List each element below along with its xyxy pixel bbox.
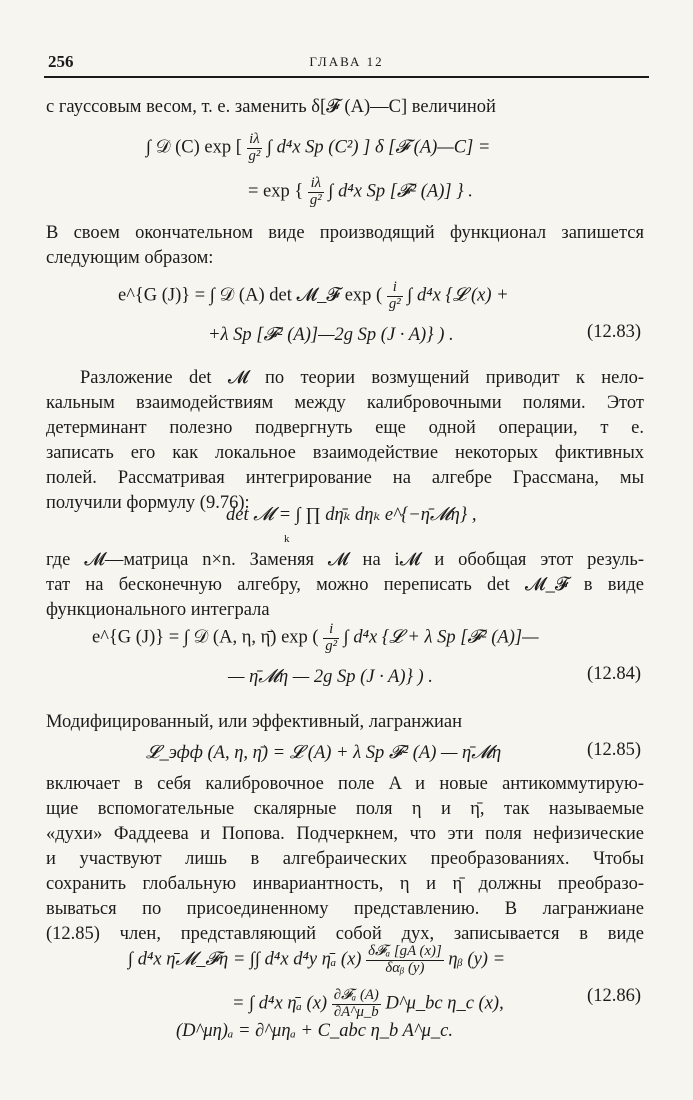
text-line: с гауссовым весом, т. е. заменить δ[𝓕 (A)—C] величиной xyxy=(46,97,496,117)
fraction: $\frac{\text{∂𝓕ₐ (A)}}{\partial A\^{}\mu\_b}$ xyxy=(333,987,379,1020)
text-line: Модифицированный, или эффективный, лагранжиан xyxy=(46,712,462,732)
equation-12-86-line1: ∫ d⁴x η̄𝓜_𝓕η = ∫∫ d⁴x d⁴y η̄ₐ (x) $\frac{\text{δ𝓕ₐ [gA (x)]}}{\text{δαᵦ (y)}}$ ηᵦ (y) = xyxy=(128,943,506,976)
fraction: $\frac{i\lambda}{\text{g²}}$ xyxy=(309,175,322,208)
text-line: тат на бесконечную алгебру, можно переписать det 𝓜_𝓕 в виде xyxy=(46,575,644,595)
text-line: вываться по присоединенному представлению. В лагранжиане xyxy=(46,899,644,919)
header-rule xyxy=(44,76,649,78)
equation-12-84-line2: — η̄𝓜η — 2g Sp (J · A)} ) . xyxy=(228,667,433,687)
paragraph-lagrangian-intro xyxy=(46,710,644,735)
fraction: $\frac{i}{\text{g²}}$ xyxy=(325,621,338,654)
equation-det-grassmann: det 𝓜 = ∫ ∏ dη̄ₖ dηₖ e^{−η̄𝓜η} , xyxy=(226,505,477,525)
equation-number: (12.85) xyxy=(587,740,641,760)
fraction: $\frac{\text{δ𝓕ₐ [gA (x)]}}{\text{δαᵦ (y)}}$ xyxy=(368,943,442,976)
fraction: $\frac{i\lambda}{\text{g²}}$ xyxy=(248,131,261,164)
text-line: и участвуют лишь в алгебраических преобразованиях. Чтобы xyxy=(46,849,644,869)
text-line: сохранить глобальную инвариантность, η и η̄ должны преобразо- xyxy=(46,874,644,894)
equation-12-83-line1: e^{G (J)} = ∫ 𝒟 (A) det 𝓜_𝓕 exp ( $\frac{i}{\text{g²}}$ ∫ d⁴x {𝓛 (x) + xyxy=(118,279,509,312)
paragraph-matrix xyxy=(46,548,644,623)
equation-12-83-line2: +λ Sp [𝓕² (A)]—2g Sp (J · A)} ) . xyxy=(208,325,454,345)
paragraph-perturbation xyxy=(46,366,644,516)
paragraph-ghosts xyxy=(46,772,644,947)
equation-number: (12.83) xyxy=(587,322,641,342)
equation-12-86-line2: = ∫ d⁴x η̄ₐ (x) $\frac{\text{∂𝓕ₐ (A)}}{\partial A\^{}\mu\_b}$ D^μ_bc η_c (x), xyxy=(232,987,504,1020)
text-line: (12.85) член, представляющий собой дух, записывается в виде xyxy=(46,924,644,944)
product-index: k xyxy=(284,533,290,545)
fraction: $\frac{i}{\text{g²}}$ xyxy=(388,279,401,312)
text-line: «духи» Фаддеева и Попова. Подчеркнем, что эти поля нефизические xyxy=(46,824,644,844)
equation-number: (12.86) xyxy=(587,986,641,1006)
equation-12-84-line1: e^{G (J)} = ∫ 𝒟 (A, η, η̄) exp ( $\frac{i}{\text{g²}}$ ∫ d⁴x {𝓛 + λ Sp [𝓕² (A)]— xyxy=(92,621,539,654)
equation-gaussian-line1: ∫ 𝒟 (C) exp [ $\frac{i\lambda}{\text{g²}}$ ∫ d⁴x Sp (C²) ] δ [𝓕 (A)—C] = xyxy=(146,131,491,164)
text-line: включает в себя калибровочное поле A и новые антикоммутирую- xyxy=(46,774,644,794)
equation-gaussian-line2: = exp { $\frac{i\lambda}{\text{g²}}$ ∫ d⁴x Sp [𝓕² (A)] } . xyxy=(248,175,473,208)
text-line: детерминант полезно подвергнуть еще одной операции, т е. xyxy=(46,418,644,438)
text-line: кальным взаимодействиям между калибровочными полями. Этот xyxy=(46,393,644,413)
paragraph-generating-functional xyxy=(46,221,644,271)
equation-12-85: 𝓛_эфф (A, η, η̄) = 𝓛 (A) + λ Sp 𝓕² (A) — η̄𝓜η xyxy=(146,743,502,763)
text-line: щие вспомогательные скалярные поля η и η̄, так называемые xyxy=(46,799,644,819)
text-line: Разложение det 𝓜 по теории возмущений приводит к нело- xyxy=(80,368,644,388)
page-number: 256 xyxy=(48,52,74,71)
text-line: В своем окончательном виде производящий функционал запишется xyxy=(46,223,644,243)
paragraph-gauss-weight xyxy=(46,95,644,120)
running-head: ГЛАВА 12 xyxy=(309,54,384,69)
text-line: где 𝓜—матрица n×n. Заменяя 𝓜 на i𝓜 и обобщая этот резуль- xyxy=(46,550,644,570)
text-line: получили формулу (9.76): xyxy=(46,493,250,513)
text-line: следующим образом: xyxy=(46,248,214,268)
text-line: полей. Рассматривая интегрирование на алгебре Грассмана, мы xyxy=(46,468,644,488)
text-line: функционального интеграла xyxy=(46,600,270,620)
equation-number: (12.84) xyxy=(587,664,641,684)
text-line: записать его как локальное взаимодействие некоторых фиктивных xyxy=(46,443,644,463)
equation-12-86-line3: (D^μη)ₐ = ∂^μηₐ + C_abc η_b A^μ_c. xyxy=(176,1021,454,1041)
